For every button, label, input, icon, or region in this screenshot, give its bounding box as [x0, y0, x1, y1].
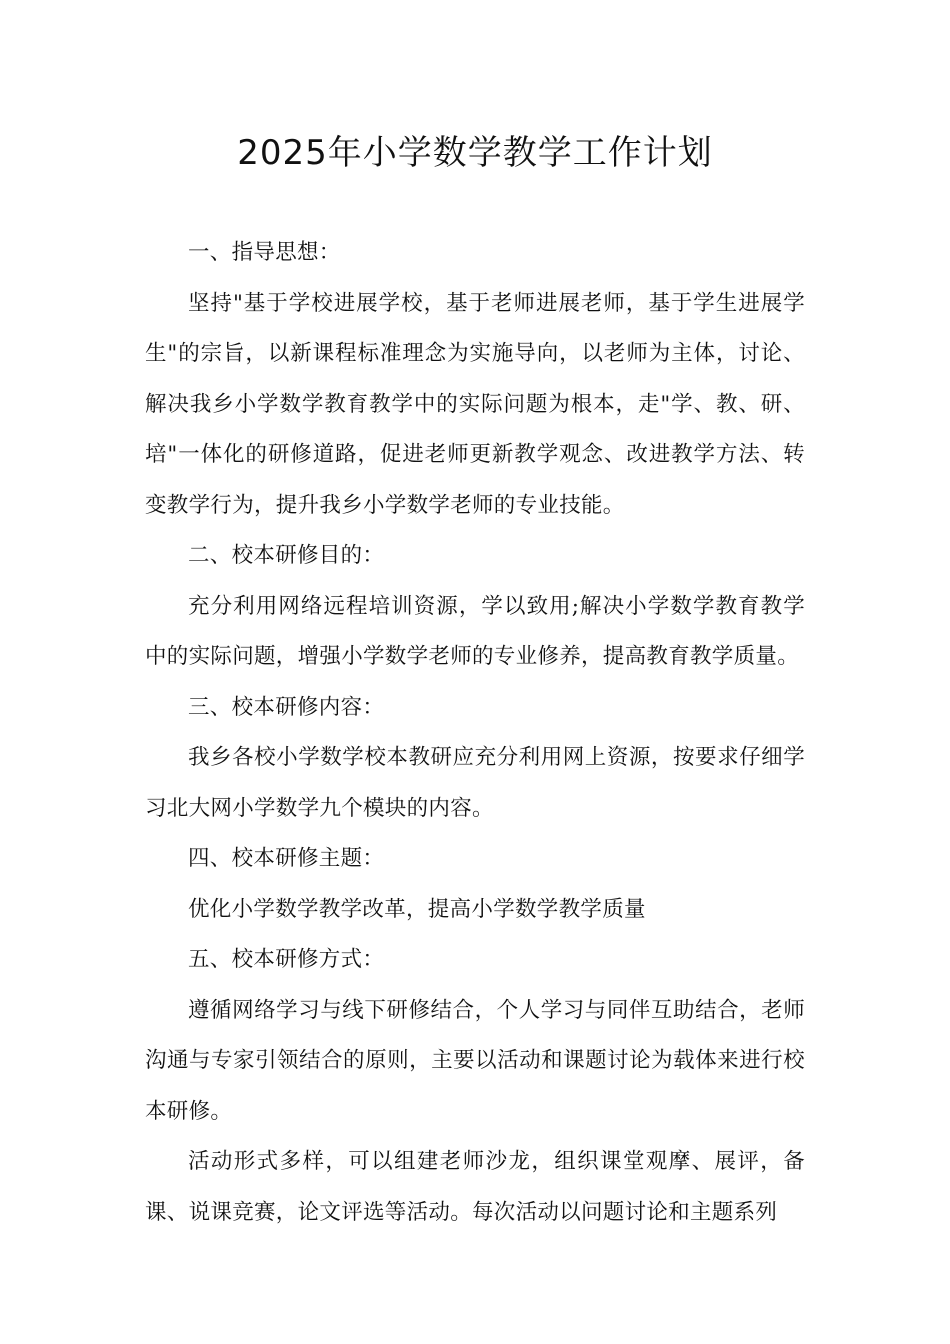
document-body	[145, 228, 805, 1238]
heading-research-purpose: 二、校本研修目的：	[188, 543, 385, 568]
heading-guiding-ideology: 一、指导思想：	[188, 240, 341, 265]
paragraph-research-method: 遵循网络学习与线下研修结合，个人学习与同伴互助结合，老师沟通与专家引领结合的原则，主要以活动和课题讨论为载体来进行校本研修。	[145, 997, 805, 1124]
paragraph-activity-forms: 活动形式多样，可以组建老师沙龙，组织课堂观摩、展评，备课、说课竞赛，论文评选等活动。每次活动以问题讨论和主题系列	[145, 1149, 805, 1225]
paragraph-research-theme: 优化小学数学教学改革，提高小学数学教学质量	[188, 896, 646, 922]
paragraph-research-content: 我乡各校小学数学校本教研应充分利用网上资源，按要求仔细学习北大网小学数学九个模块的内容。	[145, 745, 805, 821]
paragraph-research-purpose: 充分利用网络远程培训资源，学以致用;解决小学数学教育教学中的实际问题，增强小学数学老师的专业修养，提高教育教学质量。	[145, 593, 805, 669]
paragraph-guiding-ideology: 坚持"基于学校进展学校，基于老师进展老师，基于学生进展学生"的宗旨，以新课程标准理念为实施导向，以老师为主体，讨论、解决我乡小学数学教育教学中的实际问题为根本，走"学、教、研、培"一体化的研修道路，促进老师更新教学观念、改进教学方法、转变教学行为，提升我乡小学数学老师的专业技能。	[145, 290, 805, 518]
heading-research-theme: 四、校本研修主题：	[188, 846, 385, 871]
heading-research-method: 五、校本研修方式：	[188, 947, 385, 972]
heading-research-content: 三、校本研修内容：	[188, 694, 385, 720]
document-title: 2025年小学数学教学工作计划	[237, 133, 713, 173]
